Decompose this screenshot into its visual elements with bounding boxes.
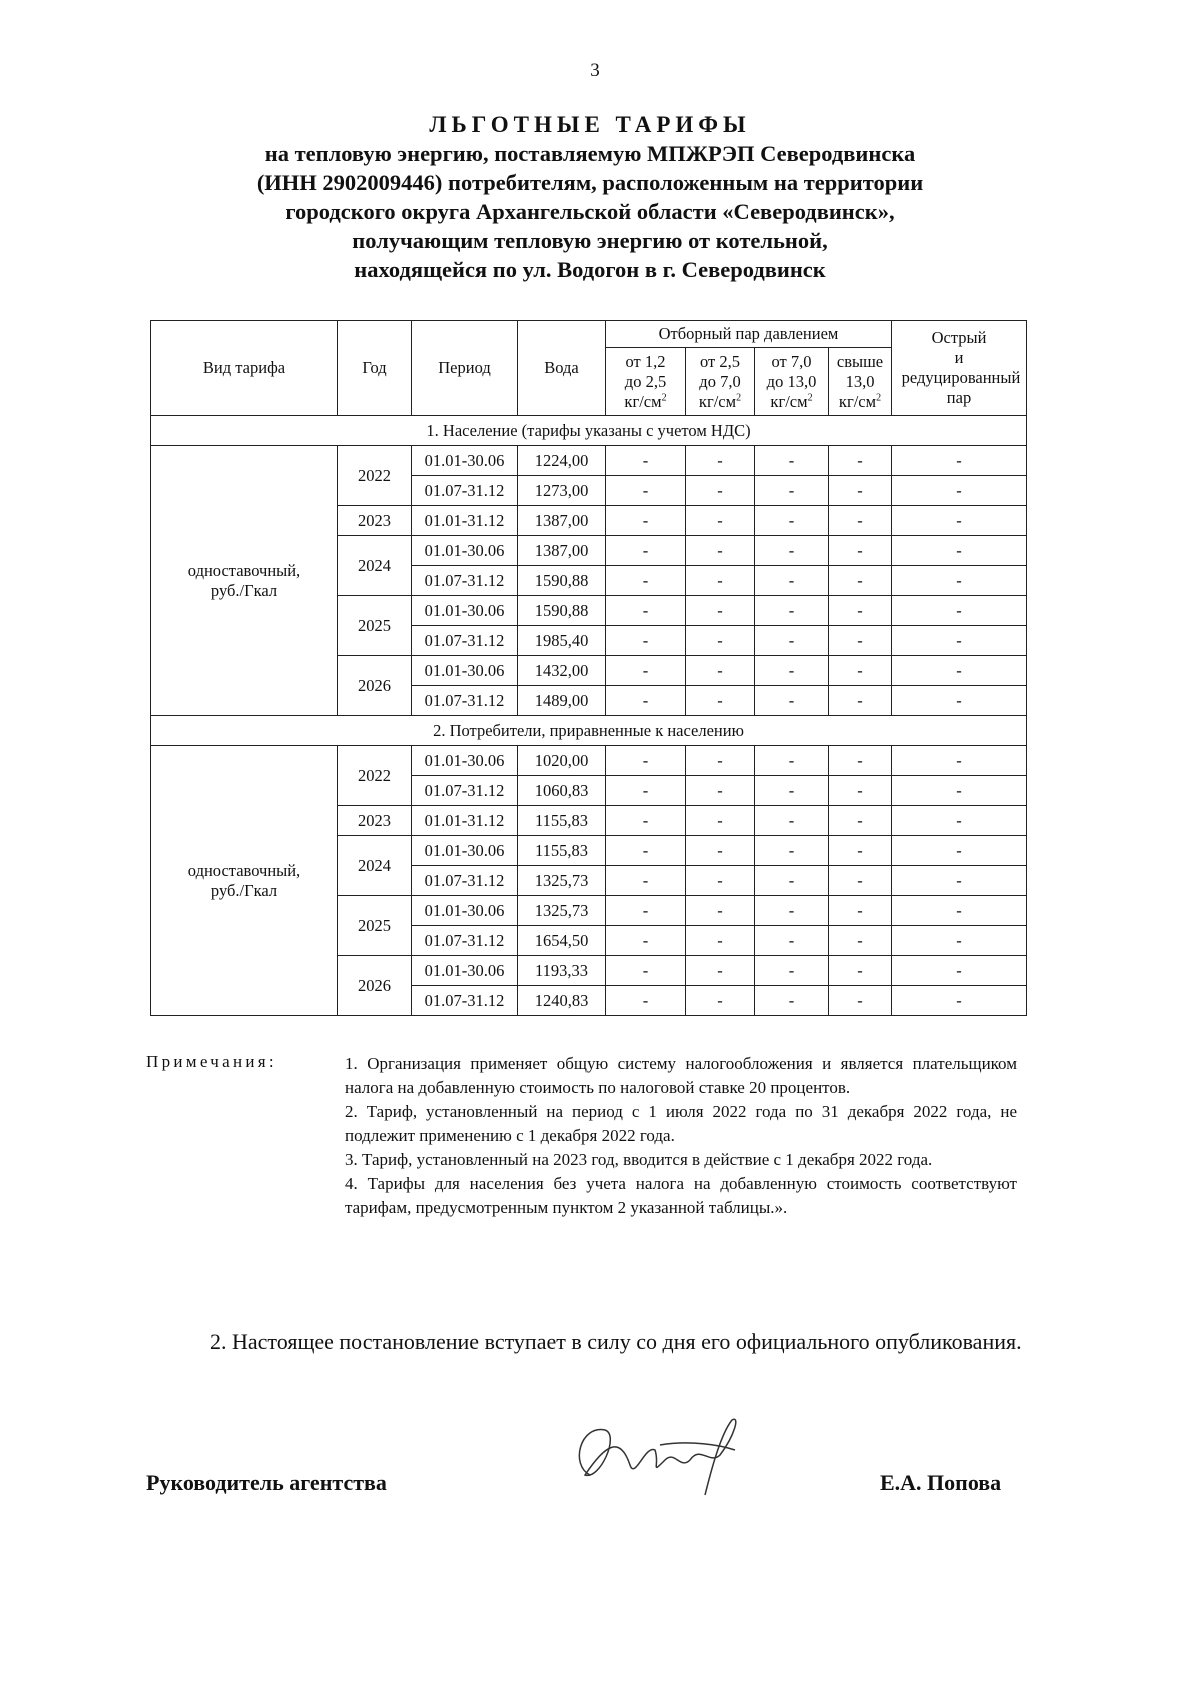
period-cell: 01.01-31.12: [412, 506, 518, 536]
unit: кг/см: [624, 391, 662, 411]
section-title: 1. Население (тарифы указаны с учетом НДС): [151, 416, 1027, 446]
period-cell: 01.01-30.06: [412, 956, 518, 986]
signatory-position: Руководитель агентства: [146, 1470, 387, 1495]
empty-cell: -: [686, 986, 755, 1016]
empty-cell: -: [755, 896, 829, 926]
empty-cell: -: [755, 506, 829, 536]
empty-cell: -: [755, 596, 829, 626]
header-steam-group: Отборный пар давлением: [606, 321, 892, 348]
period-cell: 01.07-31.12: [412, 476, 518, 506]
unit-sup: 2: [876, 392, 882, 403]
handwritten-signature: [560, 1405, 760, 1505]
empty-cell: -: [892, 476, 1027, 506]
empty-cell: -: [686, 806, 755, 836]
water-cell: 1273,00: [518, 476, 606, 506]
page-number: 3: [590, 60, 600, 81]
unit-sup: 2: [661, 392, 667, 403]
water-cell: 1432,00: [518, 656, 606, 686]
title-heading: ЛЬГОТНЫЕ ТАРИФЫ: [429, 112, 751, 137]
period-cell: 01.01-30.06: [412, 896, 518, 926]
empty-cell: -: [829, 866, 892, 896]
empty-cell: -: [892, 776, 1027, 806]
empty-cell: -: [829, 746, 892, 776]
period-cell: 01.01-30.06: [412, 836, 518, 866]
empty-cell: -: [829, 836, 892, 866]
period-cell: 01.07-31.12: [412, 626, 518, 656]
header-line: до 2,5: [624, 371, 667, 391]
empty-cell: -: [686, 506, 755, 536]
tariff-type-line: одноставочный,: [187, 860, 301, 880]
empty-cell: -: [829, 536, 892, 566]
empty-cell: -: [686, 926, 755, 956]
empty-cell: -: [686, 896, 755, 926]
tariff-type-line: руб./Гкал: [210, 580, 278, 600]
title-line: находящейся по ул. Водогон в г. Северодвинск: [354, 257, 826, 282]
water-cell: 1654,50: [518, 926, 606, 956]
empty-cell: -: [892, 536, 1027, 566]
water-cell: 1193,33: [518, 956, 606, 986]
year-cell: 2026: [338, 956, 412, 1016]
unit: кг/см: [838, 391, 877, 411]
water-cell: 1325,73: [518, 896, 606, 926]
header-line: от 7,0: [771, 351, 812, 371]
document-title: [150, 110, 1030, 284]
empty-cell: -: [892, 746, 1027, 776]
tariff-type-cell: [151, 446, 338, 716]
empty-cell: -: [829, 656, 892, 686]
period-cell: 01.07-31.12: [412, 986, 518, 1016]
water-cell: 1489,00: [518, 686, 606, 716]
empty-cell: -: [892, 926, 1027, 956]
empty-cell: -: [606, 896, 686, 926]
water-cell: 1387,00: [518, 506, 606, 536]
header-line: Острый: [931, 328, 987, 347]
empty-cell: -: [829, 926, 892, 956]
empty-cell: -: [606, 596, 686, 626]
empty-cell: -: [755, 446, 829, 476]
period-cell: 01.07-31.12: [412, 686, 518, 716]
title-line: на тепловую энергию, поставляемую МПЖРЭП Северодвинска: [264, 141, 916, 166]
empty-cell: -: [686, 686, 755, 716]
period-cell: 01.01-31.12: [412, 806, 518, 836]
note-item: 1. Организация применяет общую систему налогообложения и является плательщиком налога на добавленную стоимость по налоговой ставке 20 процентов.: [345, 1054, 1017, 1097]
note-item: 3. Тариф, установленный на 2023 год, вводится в действие с 1 декабря 2022 года.: [345, 1150, 933, 1169]
empty-cell: -: [606, 956, 686, 986]
empty-cell: -: [829, 806, 892, 836]
title-line: городского округа Архангельской области «Северодвинск»,: [285, 199, 895, 224]
period-cell: 01.07-31.12: [412, 926, 518, 956]
empty-cell: -: [686, 476, 755, 506]
period-cell: 01.07-31.12: [412, 566, 518, 596]
empty-cell: -: [686, 536, 755, 566]
empty-cell: -: [686, 746, 755, 776]
header-line: до 13,0: [766, 371, 817, 391]
empty-cell: -: [892, 626, 1027, 656]
empty-cell: -: [829, 446, 892, 476]
water-cell: 1590,88: [518, 566, 606, 596]
empty-cell: -: [829, 956, 892, 986]
water-cell: 1985,40: [518, 626, 606, 656]
period-cell: 01.01-30.06: [412, 746, 518, 776]
unit: кг/см: [698, 391, 737, 411]
empty-cell: -: [755, 626, 829, 656]
period-cell: 01.01-30.06: [412, 446, 518, 476]
empty-cell: -: [892, 686, 1027, 716]
header-line: редуцированный: [901, 368, 1021, 387]
notes: [345, 1052, 1017, 1220]
header-steam-0: [606, 348, 686, 416]
notes-label: Примечания:: [146, 1052, 277, 1071]
empty-cell: -: [892, 446, 1027, 476]
empty-cell: -: [606, 806, 686, 836]
empty-cell: -: [606, 566, 686, 596]
empty-cell: -: [606, 836, 686, 866]
period-cell: 01.07-31.12: [412, 866, 518, 896]
empty-cell: -: [892, 866, 1027, 896]
year-cell: 2025: [338, 896, 412, 956]
signatory-name: Е.А. Попова: [880, 1470, 1002, 1495]
empty-cell: -: [829, 686, 892, 716]
empty-cell: -: [892, 956, 1027, 986]
header-line: и: [954, 348, 964, 367]
header-unit: [606, 392, 685, 412]
empty-cell: -: [686, 626, 755, 656]
empty-cell: -: [755, 866, 829, 896]
header-line: свыше: [836, 351, 884, 371]
table-row: [151, 446, 1027, 476]
tariff-type-cell: [151, 746, 338, 1016]
empty-cell: -: [686, 596, 755, 626]
empty-cell: -: [606, 536, 686, 566]
empty-cell: -: [755, 986, 829, 1016]
empty-cell: -: [755, 806, 829, 836]
unit-sup: 2: [807, 392, 813, 403]
empty-cell: -: [829, 476, 892, 506]
tariff-type-line: руб./Гкал: [210, 880, 278, 900]
header-steam-1: [686, 348, 755, 416]
empty-cell: -: [606, 866, 686, 896]
empty-cell: -: [755, 476, 829, 506]
header-line: от 2,5: [700, 351, 740, 371]
empty-cell: -: [606, 446, 686, 476]
empty-cell: -: [892, 566, 1027, 596]
empty-cell: -: [606, 626, 686, 656]
empty-cell: -: [829, 626, 892, 656]
empty-cell: -: [686, 566, 755, 596]
effective-date-paragraph: 2. Настоящее постановление вступает в силу со дня его официального опубликования.: [210, 1329, 1022, 1354]
empty-cell: -: [755, 956, 829, 986]
water-cell: 1155,83: [518, 836, 606, 866]
empty-cell: -: [892, 806, 1027, 836]
empty-cell: -: [686, 866, 755, 896]
header-year: Год: [338, 321, 412, 416]
empty-cell: -: [606, 926, 686, 956]
header-line: 13,0: [845, 371, 875, 391]
section-row: [151, 716, 1027, 746]
year-cell: 2023: [338, 806, 412, 836]
title-line: (ИНН 2902009446) потребителям, расположенным на территории: [256, 170, 924, 195]
water-cell: 1387,00: [518, 536, 606, 566]
empty-cell: -: [606, 746, 686, 776]
year-cell: 2026: [338, 656, 412, 716]
empty-cell: -: [606, 656, 686, 686]
empty-cell: -: [686, 656, 755, 686]
table-row: [151, 746, 1027, 776]
empty-cell: -: [755, 836, 829, 866]
empty-cell: -: [606, 686, 686, 716]
empty-cell: -: [892, 656, 1027, 686]
tariff-type-line: одноставочный,: [187, 560, 301, 580]
header-tariff-type: Вид тарифа: [151, 321, 338, 416]
empty-cell: -: [755, 746, 829, 776]
empty-cell: -: [892, 506, 1027, 536]
empty-cell: -: [606, 506, 686, 536]
year-cell: 2023: [338, 506, 412, 536]
empty-cell: -: [606, 776, 686, 806]
empty-cell: -: [686, 776, 755, 806]
header-line: пар: [946, 388, 972, 407]
empty-cell: -: [829, 776, 892, 806]
water-cell: 1224,00: [518, 446, 606, 476]
empty-cell: -: [829, 596, 892, 626]
unit: кг/см: [770, 391, 808, 411]
section-title: 2. Потребители, приравненные к населению: [151, 716, 1027, 746]
empty-cell: -: [829, 896, 892, 926]
empty-cell: -: [686, 446, 755, 476]
empty-cell: -: [755, 656, 829, 686]
section-row: [151, 416, 1027, 446]
header-line: от 1,2: [625, 351, 666, 371]
empty-cell: -: [606, 986, 686, 1016]
empty-cell: -: [755, 566, 829, 596]
header-sharp-steam: [892, 321, 1027, 416]
header-unit: [829, 392, 891, 412]
header-period: Период: [412, 321, 518, 416]
empty-cell: -: [755, 686, 829, 716]
empty-cell: -: [755, 776, 829, 806]
year-cell: 2024: [338, 836, 412, 896]
empty-cell: -: [892, 596, 1027, 626]
empty-cell: -: [829, 566, 892, 596]
year-cell: 2022: [338, 746, 412, 806]
year-cell: 2025: [338, 596, 412, 656]
empty-cell: -: [755, 926, 829, 956]
year-cell: 2022: [338, 446, 412, 506]
empty-cell: -: [686, 956, 755, 986]
header-water: Вода: [518, 321, 606, 416]
empty-cell: -: [686, 836, 755, 866]
water-cell: 1060,83: [518, 776, 606, 806]
header-steam-2: [755, 348, 829, 416]
empty-cell: -: [829, 506, 892, 536]
tariff-table: [150, 320, 1027, 1016]
empty-cell: -: [892, 896, 1027, 926]
period-cell: 01.07-31.12: [412, 776, 518, 806]
water-cell: 1020,00: [518, 746, 606, 776]
period-cell: 01.01-30.06: [412, 536, 518, 566]
empty-cell: -: [755, 536, 829, 566]
water-cell: 1590,88: [518, 596, 606, 626]
empty-cell: -: [829, 986, 892, 1016]
water-cell: 1240,83: [518, 986, 606, 1016]
note-item: 2. Тариф, установленный на период с 1 июля 2022 года по 31 декабря 2022 года, не подлежит применению с 1 декабря 2022 года.: [345, 1102, 1017, 1145]
period-cell: 01.01-30.06: [412, 656, 518, 686]
title-line: получающим тепловую энергию от котельной,: [352, 228, 828, 253]
water-cell: 1325,73: [518, 866, 606, 896]
header-unit: [686, 392, 754, 412]
water-cell: 1155,83: [518, 806, 606, 836]
empty-cell: -: [892, 836, 1027, 866]
empty-cell: -: [606, 476, 686, 506]
period-cell: 01.01-30.06: [412, 596, 518, 626]
header-unit: [755, 392, 828, 412]
header-line: до 7,0: [699, 371, 741, 391]
unit-sup: 2: [736, 392, 742, 403]
note-item: 4. Тарифы для населения без учета налога на добавленную стоимость соответствуют тарифам, предусмотренным пунктом 2 указанной таблицы.».: [345, 1174, 1017, 1217]
header-steam-3: [829, 348, 892, 416]
year-cell: 2024: [338, 536, 412, 596]
empty-cell: -: [892, 986, 1027, 1016]
